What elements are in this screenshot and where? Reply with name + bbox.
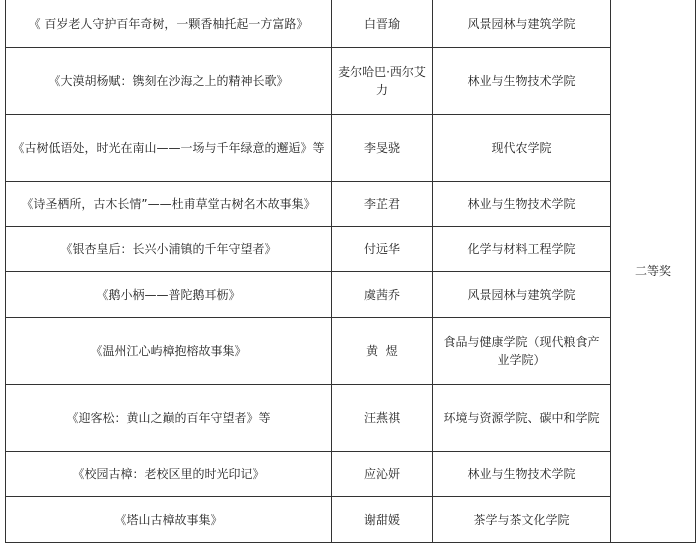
work-title: 《塔山古樟故事集》 — [6, 497, 332, 543]
author-name: 谢甜媛 — [332, 497, 433, 543]
college-name: 茶学与茶文化学院 — [433, 497, 611, 543]
author-name: 汪燕祺 — [332, 385, 433, 452]
college-name: 风景园林与建筑学院 — [433, 272, 611, 318]
table-row — [6, 48, 696, 115]
author-name: 付远华 — [332, 227, 433, 272]
table-row — [6, 452, 696, 497]
table-row — [6, 227, 696, 272]
table-row — [6, 497, 696, 543]
table-row — [6, 0, 696, 48]
author-name: 应沁妍 — [332, 452, 433, 497]
work-title: 《大漠胡杨赋：镌刻在沙海之上的精神长歌》 — [6, 48, 332, 115]
college-name: 化学与材料工程学院 — [433, 227, 611, 272]
work-title: 《校园古樟：老校区里的时光印记》 — [6, 452, 332, 497]
table-row — [6, 385, 696, 452]
college-name: 现代农学院 — [433, 115, 611, 182]
work-title: 《 百岁老人守护百年奇树，一颗香柚托起一方富路》 — [6, 0, 332, 48]
table-row — [6, 272, 696, 318]
table-row — [6, 182, 696, 227]
work-title: 《鹅小柄——普陀鹅耳枥》 — [6, 272, 332, 318]
author-name: 黄 煜 — [332, 318, 433, 385]
table-row — [6, 318, 696, 385]
college-name: 食品与健康学院（现代粮食产业学院） — [433, 318, 611, 385]
work-title: 《古树低语处，时光在南山——一场与千年绿意的邂逅》等 — [6, 115, 332, 182]
work-title: 《银杏皇后：长兴小浦镇的千年守望者》 — [6, 227, 332, 272]
college-name: 林业与生物技术学院 — [433, 182, 611, 227]
work-title: 《迎客松：黄山之巅的百年守望者》等 — [6, 385, 332, 452]
author-name: 麦尔哈巴·西尔艾力 — [332, 48, 433, 115]
college-name: 林业与生物技术学院 — [433, 452, 611, 497]
college-name: 林业与生物技术学院 — [433, 48, 611, 115]
table-row — [6, 115, 696, 182]
college-name: 风景园林与建筑学院 — [433, 0, 611, 48]
author-name: 虞茜乔 — [332, 272, 433, 318]
author-name: 白晋瑜 — [332, 0, 433, 48]
award-level-cell: 二等奖 — [611, 0, 696, 543]
work-title: 《诗圣栖所，古木长情”——杜甫草堂古树名木故事集》 — [6, 182, 332, 227]
college-name: 环境与资源学院、碳中和学院 — [433, 385, 611, 452]
author-name: 李芷君 — [332, 182, 433, 227]
author-name: 李旻骁 — [332, 115, 433, 182]
work-title: 《温州江心屿樟抱榕故事集》 — [6, 318, 332, 385]
awards-table — [5, 0, 696, 543]
